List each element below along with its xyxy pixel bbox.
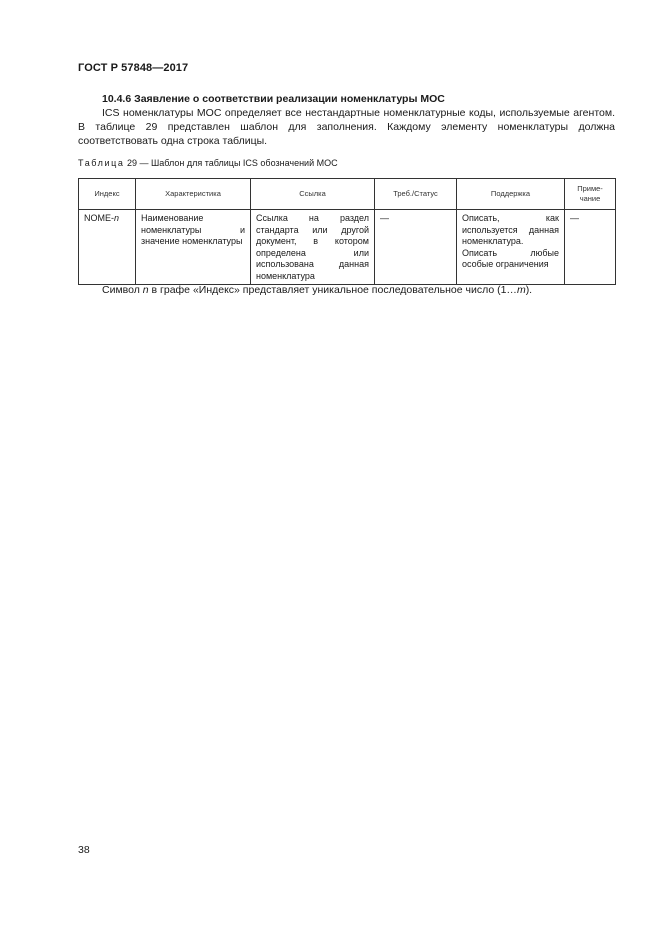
cell-index-prefix: NOME- [84,213,114,223]
footnote [78,284,615,296]
col-header-status: Треб./Статус [375,179,457,210]
footnote-text-1: Символ [102,284,143,296]
table-caption-text: 29 — Шаблон для таблицы ICS обозначений МОС [127,158,338,168]
footnote-var-n: n [142,284,149,296]
table-caption-word: Таблица [78,158,125,168]
page-number: 38 [78,844,90,856]
cell-index [79,210,136,285]
col-header-note: Приме- чание [565,179,616,210]
cell-status: — [375,210,457,285]
ics-table [78,178,616,285]
col-header-index: Индекс [79,179,136,210]
section-10-4-6 [78,92,615,148]
cell-note: — [565,210,616,285]
table-row [79,210,616,285]
cell-reference: Ссылка на раздел стандарта или другой документ, в котором определена или использована данная номенклатура [251,210,375,285]
table-header-row [79,179,616,210]
section-paragraph: ICS номенклатуры МОС определяет все нестандартные номенклатурные коды, используемые агентом. В таблице 29 представлен шаблон для заполнения. Каждому элементу номенклатуры должна соответствовать одна строка таблицы. [78,107,615,147]
document-id: ГОСТ Р 57848—2017 [78,62,189,74]
cell-characteristic: Наименование номенклатуры и значение номенклатуры [136,210,251,285]
table-caption [78,158,338,168]
section-heading: 10.4.6 Заявление о соответствии реализации номенклатуры МОС [102,93,445,105]
cell-support: Описать, как используется данная номенклатура. Описать любые особые ограничения [457,210,565,285]
footnote-text-2: в графе «Индекс» представляет уникальное последовательное число (1… [148,284,517,296]
cell-index-variable: n [114,213,120,223]
col-header-support: Поддержка [457,179,565,210]
footnote-text-3: ). [525,284,533,296]
col-header-reference: Ссылка [251,179,375,210]
footnote-var-m: m [516,284,526,296]
col-header-characteristic: Характеристика [136,179,251,210]
